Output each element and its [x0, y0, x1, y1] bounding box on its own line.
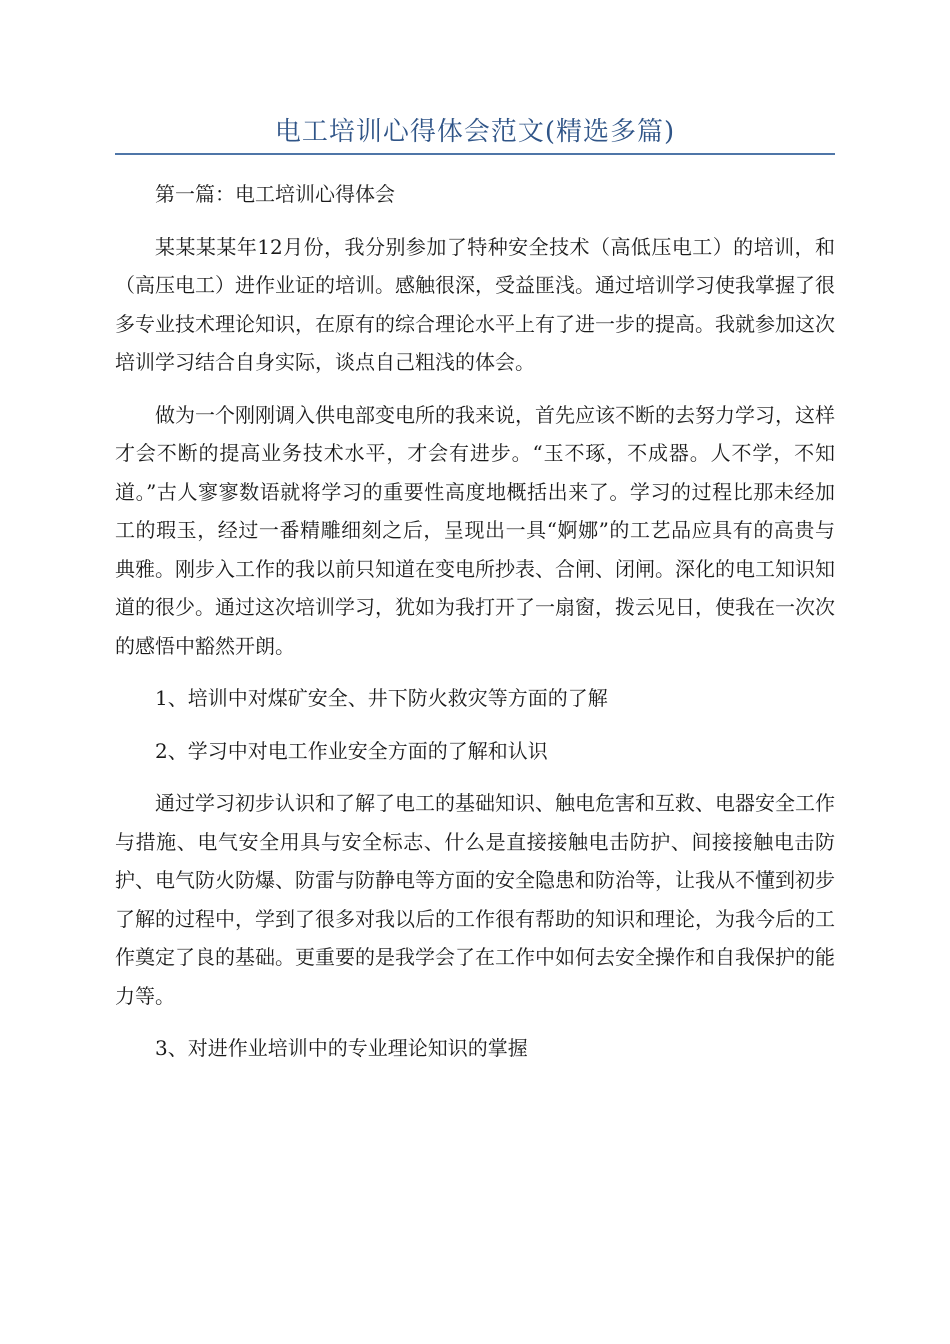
- body-paragraph: 某某某某年12月份，我分别参加了特种安全技术（高低压电工）的培训，和（高压电工）进作业证的培训。感触很深，受益匪浅。通过培训学习使我掌握了很多专业技术理论知识，在原有的综合理论水平上有了进一步的提高。我就参加这次培训学习结合自身实际，谈点自己粗浅的体会。: [115, 234, 835, 374]
- list-item-heading: 1、培训中对煤矿安全、井下防火救灾等方面的了解: [155, 686, 608, 710]
- body-paragraph: 通过学习初步认识和了解了电工的基础知识、触电危害和互救、电器安全工作与措施、电气安全用具与安全标志、什么是直接接触电击防护、间接接触电击防护、电气防火防爆、防雷与防静电等方面的安全隐患和防治等，让我从不懂到初步了解的过程中，学到了很多对我以后的工作很有帮助的知识和理论，为我今后的工作奠定了良的基础。更重要的是我学会了在工作中如何去安全操作和自我保护的能力等。: [115, 791, 835, 1008]
- body-paragraph: 做为一个刚刚调入供电部变电所的我来说，首先应该不断的去努力学习，这样才会不断的提高业务技术水平，才会有进步。“玉不琢，不成器。人不学，不知道。”古人寥寥数语就将学习的重要性高度地概括出来了。学习的过程比那未经加工的瑕玉，经过一番精雕细刻之后，呈现出一具“婀娜”的工艺品应具有的高贵与典雅。刚步入工作的我以前只知道在变电所抄表、合闸、闭闸。深化的电工知识知道的很少。通过这次培训学习，犹如为我打开了一扇窗，拨云见日，使我在一次次的感悟中豁然开朗。: [115, 402, 835, 658]
- section-heading: 第一篇：电工培训心得体会: [155, 182, 395, 206]
- document-title: 电工培训心得体会范文(精选多篇): [274, 117, 676, 147]
- document-body: [115, 175, 835, 1082]
- title-underline: [115, 153, 835, 155]
- list-item-heading: 2、学习中对电工作业安全方面的了解和认识: [155, 738, 548, 763]
- list-item-heading: 3、对进作业培训中的专业理论知识的掌握: [155, 1036, 528, 1060]
